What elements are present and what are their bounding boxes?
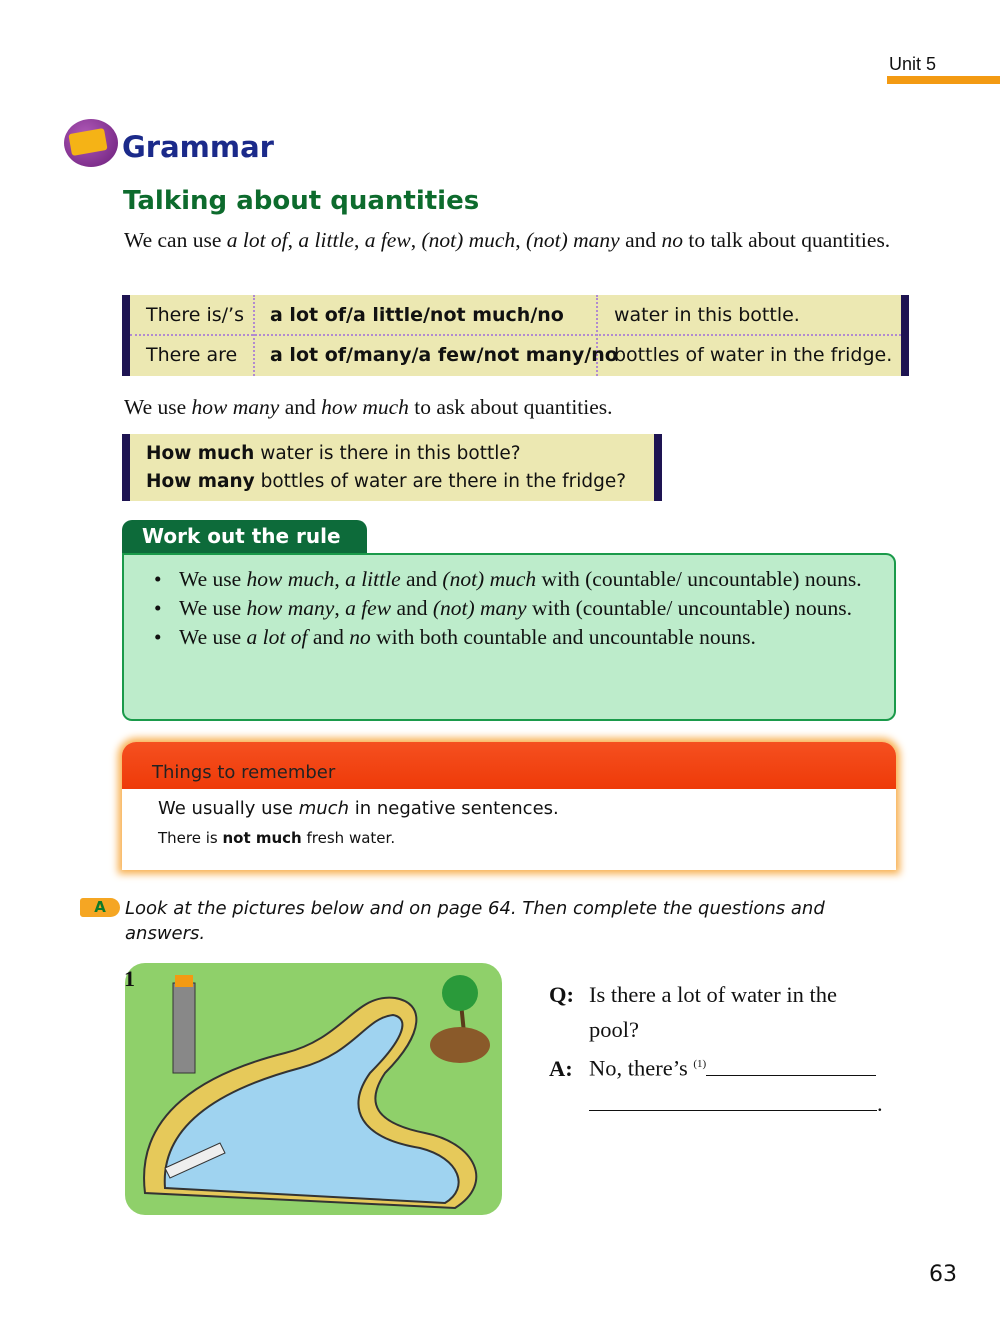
puzzle-icon	[64, 119, 118, 167]
exercise-badge: A	[80, 898, 120, 917]
grammar-table	[122, 295, 909, 376]
ask-text: We use how many and how much to ask about quantities.	[124, 395, 613, 419]
rule-item: • We use how much, a little and (not) much with (countable/ uncountable) nouns.	[154, 565, 894, 594]
remember-example: There is not much fresh water.	[158, 829, 396, 847]
table-row: There is/’s a lot of/a little/not much/no water in this bottle.	[146, 304, 800, 326]
rule-item: • We use how many, a few and (not) many with (countable/ uncountable) nouns.	[154, 594, 894, 623]
answer-blank-1[interactable]	[706, 1056, 876, 1076]
question-answer: Q: Is there a lot of water in the pool? A: No, there’s $^{(1)}$ .	[549, 982, 883, 1116]
rule-box	[122, 553, 896, 721]
remember-rule: We usually use much in negative sentences.	[158, 798, 559, 819]
answer-blank-2[interactable]	[589, 1091, 877, 1111]
item-number: 1	[124, 966, 135, 991]
table-row: There are a lot of/many/a few/not many/no bottles of water in the fridge.	[146, 344, 893, 366]
intro-text: We can use a lot of, a little, a few, (not) much, (not) many and no to talk about quantities.	[124, 228, 891, 252]
section-title: Grammar	[122, 130, 274, 164]
rule-item: • We use a lot of and no with both countable and uncountable nouns.	[154, 623, 894, 652]
unit-label: Unit 5	[889, 54, 937, 74]
unit-bar	[887, 76, 1000, 84]
example-questions: How much water is there in this bottle? How many bottles of water are there in the fridge?	[122, 434, 662, 501]
swimming-pool-illustration	[125, 963, 502, 1215]
remember-title: Things to remember	[122, 742, 896, 789]
rule-title: Work out the rule	[122, 520, 367, 556]
remember-box	[122, 742, 896, 870]
topic-title: Talking about quantities	[123, 186, 480, 216]
page-number: 63	[929, 1262, 957, 1287]
exercise-instruction: Look at the pictures below and on page 64. Then complete the questions and answers.	[125, 898, 825, 944]
